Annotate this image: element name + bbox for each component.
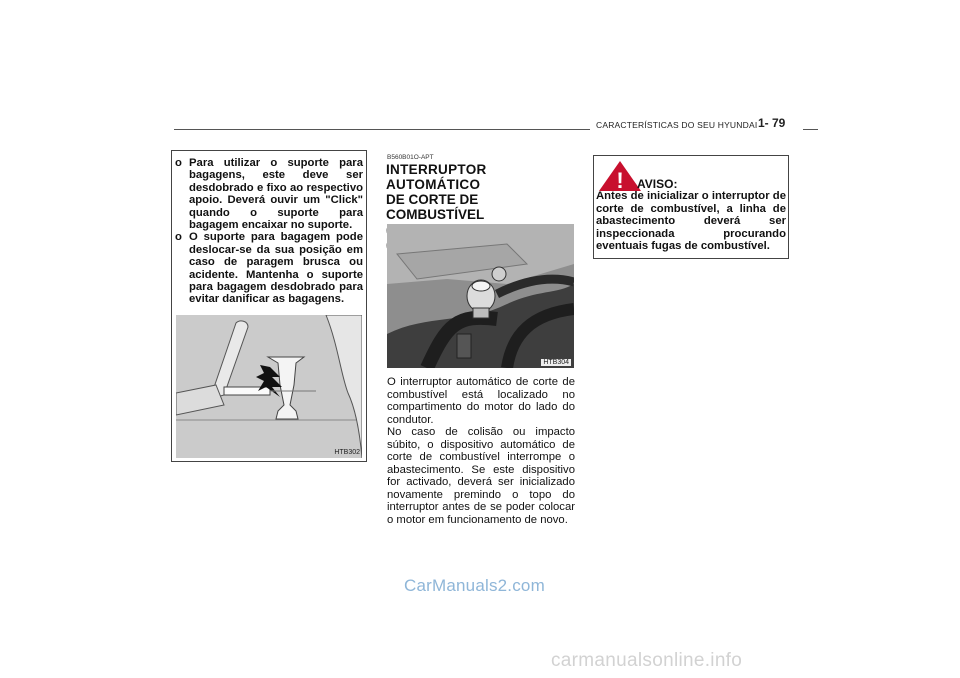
figure-label: HTB302 xyxy=(334,449,360,456)
title-line: INTERRUPTOR AUTOMÁTICO xyxy=(386,162,487,192)
title-line: DE CORTE DE COMBUSTÍVEL xyxy=(386,192,485,222)
fuel-cutoff-switch-photo xyxy=(387,224,574,368)
warning-title: AVISO: xyxy=(637,177,678,191)
section-header: CARACTERÍSTICAS DO SEU HYUNDAI xyxy=(596,120,758,130)
luggage-support-instructions xyxy=(175,157,363,306)
watermark-link[interactable]: CarManuals2.com xyxy=(404,576,545,595)
warning-triangle-icon xyxy=(598,160,642,192)
luggage-support-illustration xyxy=(176,315,362,458)
watermark-footer: carmanualsonline.info xyxy=(551,650,743,671)
figure-label: HTB304 xyxy=(543,359,569,366)
warning-text: Antes de inicializar o interruptor de corte de combustível, a linha de abastecimento deverá ser inspeccionada procurando eventuais fugas de combustível. xyxy=(596,190,786,252)
section-code: B560B01O-APT xyxy=(387,154,434,161)
engine-bay-drawing xyxy=(387,224,574,368)
warning-symbol: ! xyxy=(616,168,624,192)
bullet-text: O suporte para bagagem pode deslocar-se da sua posição em caso de paragem brusca ou acidente. Mantenha o suporte para bagagem desdobrado para evitar danificar as bagagens. xyxy=(189,231,363,306)
bullet-text: Para utilizar o suporte para bagagens, este deve ser desdobrado e fixo ao respectivo apoio. Deverá ouvir um "Click" quando o suporte para bagagem encaixar no suporte. xyxy=(189,157,363,232)
header-rule-left xyxy=(174,129,590,130)
paragraph: No caso de colisão ou impacto súbito, o dispositivo automático de corte de combustível interrompe o abastecimento. Se este dispositivo for activado, deverá ser inicializado novamente premindo o topo do interruptor antes de se poder colocar o motor em funcionamento de novo. xyxy=(387,426,575,527)
paragraph: O interruptor automático de corte de combustível está localizado no compartimento do motor do lado do condutor. xyxy=(387,376,575,426)
bullet-mark: o xyxy=(175,231,182,244)
bullet-item xyxy=(175,231,363,305)
bullet-mark: o xyxy=(175,157,182,169)
header-rule-right xyxy=(803,129,818,130)
fuel-cutoff-description xyxy=(387,376,575,527)
page-number: 1- 79 xyxy=(758,116,786,130)
bullet-item xyxy=(175,157,363,231)
luggage-support-drawing xyxy=(176,315,362,458)
